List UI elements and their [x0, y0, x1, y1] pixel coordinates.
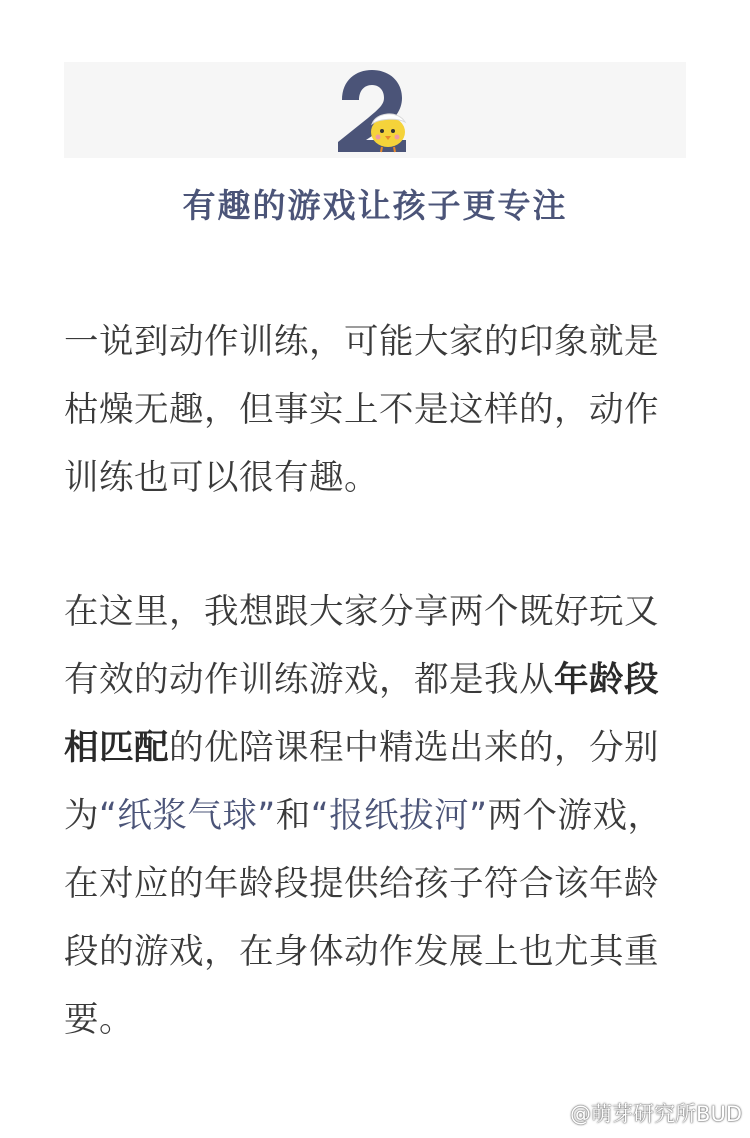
section-title: 有趣的游戏让孩子更专注	[182, 186, 568, 225]
text-run: 和	[275, 796, 311, 836]
paragraph-line: 训练也可以很有趣。	[64, 458, 379, 498]
paragraph-games	[64, 578, 694, 1054]
watermark-text: @萌芽研究所BUD	[570, 1102, 742, 1126]
section-number-badge	[332, 66, 416, 154]
text-run: 两个游戏，	[487, 796, 663, 836]
paragraph-line	[64, 646, 694, 714]
text-run: 的优陪课程中精选出来的，分别	[169, 728, 659, 768]
paragraph-line: 段的游戏，在身体动作发展上也尤其重	[64, 932, 659, 972]
paragraph-line: 在对应的年龄段提供给孩子符合该年龄	[64, 864, 659, 904]
weibo-icon	[536, 1102, 566, 1124]
bold-phrase: 相匹配	[64, 728, 169, 768]
weibo-watermark	[536, 1098, 742, 1128]
text-run: 为	[64, 796, 99, 836]
paragraph-line: 在这里，我想跟大家分享两个既好玩又	[64, 592, 659, 632]
game-name-highlight: “报纸拔河”	[310, 796, 488, 836]
paragraph-line: 枯燥无趣，但事实上不是这样的，动作	[64, 390, 659, 430]
paragraph-line	[64, 714, 694, 782]
paragraph-intro	[64, 308, 694, 512]
paragraph-line: 要。	[64, 1000, 134, 1040]
paragraph-line: 一说到动作训练，可能大家的印象就是	[64, 322, 659, 362]
text-run: 有效的动作训练游戏，都是我从	[64, 660, 554, 700]
bold-phrase: 年龄段	[554, 660, 659, 700]
paragraph-line	[64, 782, 694, 850]
game-name-highlight: “纸浆气球”	[99, 796, 276, 836]
